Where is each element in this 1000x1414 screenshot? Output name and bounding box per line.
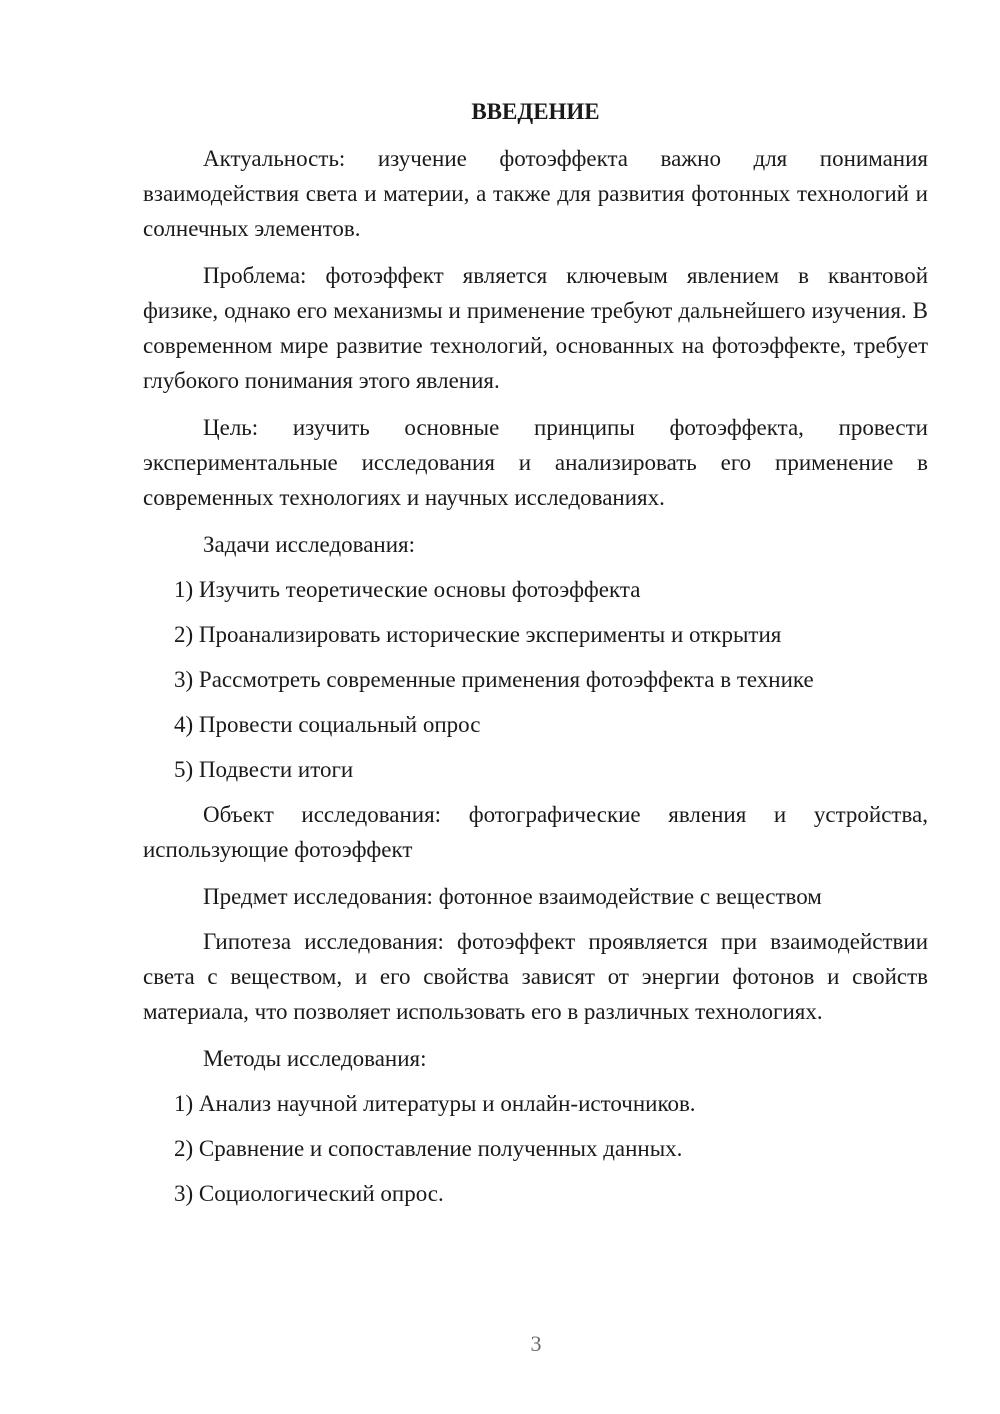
page-number: 3	[530, 1331, 542, 1356]
subject-paragraph: Предмет исследования: фотонное взаимодействие с веществом	[203, 884, 822, 909]
tasks-heading: Задачи исследования:	[203, 532, 416, 557]
page-content	[143, 94, 928, 1221]
tasks-list	[143, 572, 928, 787]
methods-list	[143, 1086, 928, 1211]
hypothesis-paragraph: Гипотеза исследования: фотоэффект проявляется при взаимодействии света с веществом, и его свойства зависят от энергии фотонов и свойств материала, что позволяет использовать его в различных технологиях.	[143, 929, 928, 1024]
task-item: 3) Рассмотреть современные применения фотоэффекта в технике	[174, 667, 814, 692]
task-item: 1) Изучить теоретические основы фотоэффекта	[174, 577, 641, 602]
task-item: 2) Проанализировать исторические эксперименты и открытия	[174, 622, 782, 647]
page-title: ВВЕДЕНИЕ	[471, 99, 600, 124]
object-paragraph: Объект исследования: фотографические явления и устройства, использующие фотоэффект	[143, 802, 928, 862]
goal-paragraph: Цель: изучить основные принципы фотоэффекта, провести экспериментальные исследования и анализировать его применение в современных технологиях и научных исследованиях.	[143, 415, 928, 510]
task-item: 4) Провести социальный опрос	[174, 712, 481, 737]
problem-paragraph: Проблема: фотоэффект является ключевым явлением в квантовой физике, однако его механизмы и применение требуют дальнейшего изучения. В современном мире развитие технологий, основанных на фотоэффекте, требует глубокого понимания этого явления.	[143, 263, 928, 393]
task-item: 5) Подвести итоги	[174, 757, 354, 782]
method-item: 2) Сравнение и сопоставление полученных данных.	[174, 1136, 683, 1161]
method-item: 1) Анализ научной литературы и онлайн-источников.	[174, 1091, 696, 1116]
method-item: 3) Социологический опрос.	[174, 1181, 444, 1206]
methods-heading: Методы исследования:	[203, 1046, 427, 1071]
relevance-paragraph: Актуальность: изучение фотоэффекта важно для понимания взаимодействия света и материи, а также для развития фотонных технологий и солнечных элементов.	[143, 146, 928, 241]
